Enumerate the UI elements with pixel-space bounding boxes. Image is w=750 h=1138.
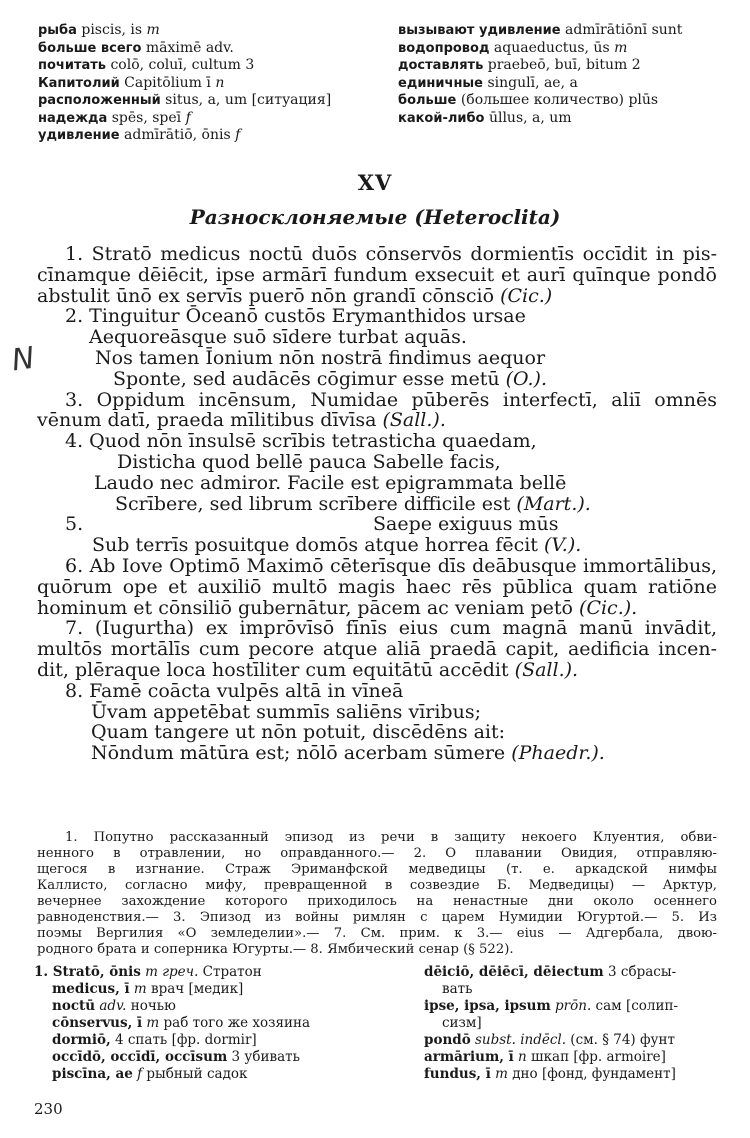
- source-citation: (Sall.).: [514, 658, 579, 681]
- text-line: Ūvam appetēbat summīs saliēns vīribus;: [91, 700, 481, 723]
- vocab-entry: dēiciō, dēiēcī, dēiectum 3 сбрасы-: [424, 964, 677, 980]
- vocab-entry: cōnservus, ī m раб того же хозяина: [52, 1015, 311, 1031]
- text-line: 4. Quod nōn īnsulsē scrībis tetrasticha quaedam,: [65, 430, 537, 453]
- vocab-entry: надежда spēs, speī f: [38, 109, 191, 126]
- vocab-entry: Капитолий Capitōlium ī n: [38, 74, 225, 91]
- text-line: 3. Oppidum incēnsum, Numidae pūberēs interfectī, aliī omnēs: [65, 388, 717, 411]
- section-title: Разносклоняемые (Heteroclita): [189, 205, 561, 229]
- footnote-line: равноденствия.— 3. Эпизод из войны римлян с царем Нумидии Югуртой.— 5. Из: [37, 910, 717, 925]
- text-line: 6. Ab Iove Optimō Maximō cēterīsque dīs deābusque immortālibus,: [65, 554, 717, 577]
- text-line: Sponte, sed audācēs cōgimur esse metū (O.).: [113, 367, 548, 390]
- text-line: multōs mortālīs cum pecore atque aliā praedā capit, aedificia incen-: [37, 638, 717, 661]
- page-number: 230: [34, 1100, 63, 1118]
- vocab-entry: расположенный situs, a, um [ситуация]: [38, 92, 332, 108]
- source-citation: (V.).: [543, 534, 582, 557]
- footnote-line: Каллисто, согласно мифу, превращенной в созвездие Б. Медведицы) — Арктур,: [37, 878, 717, 893]
- vocab-entry: armārium, ī n шкап [фр. armoire]: [424, 1049, 666, 1065]
- footnote-line: 1. Попутно рассказанный эпизод из речи в защиту некоего Клуентия, обви-: [65, 830, 717, 845]
- text-line: Nos tamen Īonium nōn nostrā findimus aequor: [95, 346, 546, 369]
- vocab-entry: больше (большее количество) plūs: [398, 92, 659, 108]
- vocab-entry: водопровод aquaeductus, ūs m: [398, 39, 628, 56]
- text-line: Nōndum mātūra est; nōlō acerbam sūmere (Phaedr.).: [91, 742, 605, 765]
- top-vocabulary: [38, 22, 728, 145]
- vocab-entry: сизм]: [442, 1015, 482, 1031]
- source-citation: (Cic.): [500, 284, 553, 307]
- text-line: 7. (Iugurtha) ex imprōvīsō fīnīs eius cum magnā manū invādit,: [65, 617, 717, 640]
- vocab-entry: dormiō, 4 спать [фр. dormir]: [52, 1032, 257, 1048]
- chapter-number: XV: [357, 170, 393, 195]
- footnotes: [37, 830, 717, 958]
- top-vocabulary-right: [398, 22, 728, 145]
- source-citation: (Mart.).: [516, 492, 591, 515]
- text-line: 5. Saepe exiguus mūs: [65, 513, 559, 536]
- vocab-entry: вызывают удивление admīrātiōnī sunt: [398, 22, 683, 38]
- text-line: abstulit ūnō ex servīs puerō nōn grandī cōnsciō (Cic.): [37, 284, 553, 307]
- text-line: Sub terrīs posuitque domōs atque horrea fēcit (V.).: [92, 534, 582, 557]
- vocab-entry: pondō subst. indēcl. (см. § 74) фунт: [424, 1032, 675, 1048]
- vocab-entry: occīdō, occīdī, occīsum 3 убивать: [52, 1049, 300, 1065]
- source-citation: (Phaedr.).: [511, 742, 605, 765]
- footnote-line: щегося в изгнание. Страж Эриманфской медведицы (т. е. аркадской нимфы: [37, 862, 717, 877]
- bottom-vocabulary-left: [34, 964, 404, 1083]
- top-vocabulary-left: [38, 22, 388, 145]
- text-line: cīnamque dēiēcit, ipse armārī fundum exsecuit et aurī quīnque pondō: [37, 263, 717, 286]
- text-line: 8. Famē coācta vulpēs altā in vīneā: [65, 679, 404, 702]
- vocab-entry: какой-либо ūllus, a, um: [398, 109, 572, 126]
- text-line: 1. Stratō medicus noctū duōs cōnservōs dormientīs occīdit in pis-: [65, 243, 717, 265]
- source-citation: (Cic.).: [579, 596, 638, 619]
- text-line: Laudo nec admiror. Facile est epigrammata bellē: [94, 471, 567, 494]
- text-line: quōrum ope et auxiliō multō magis haec rēs pūblica quam ratiōne: [37, 575, 717, 598]
- vocab-entry: рыба piscis, is m: [38, 22, 160, 38]
- vocab-entry: piscīna, ae f рыбный садок: [52, 1066, 248, 1082]
- text-line: Aequoreāsque suō sīdere turbat aquās.: [89, 326, 467, 349]
- source-citation: (Sall.).: [382, 409, 446, 432]
- footnote-line: поэмы Вергилия «О земледелии».— 7. См. прим. к 3.— eius — Адгербала, двою-: [37, 926, 717, 941]
- vocab-entry: больше всего māximē adv.: [38, 39, 234, 56]
- footnote-line: вечернее захождение которого приходилось на ненастные дни около осеннего: [37, 894, 717, 909]
- latin-text: [37, 244, 717, 764]
- text-line: Quam tangere ut nōn potuit, discēdēns ait:: [91, 721, 506, 744]
- vocab-entry: удивление admīrātiō, ōnis f: [38, 127, 241, 143]
- footnote-line: ненного в отравлении, но оправданного.— 2. О плавании Овидия, отправляю-: [37, 846, 717, 861]
- text-line: Disticha quod bellē pauca Sabelle facis,: [117, 450, 501, 473]
- vocab-entry: 1. Stratō, ōnis m греч. Стратон: [34, 964, 262, 980]
- vocab-entry: доставлять praebeō, buī, bitum 2: [398, 57, 641, 73]
- vocab-entry: единичные singulī, ae, a: [398, 74, 578, 91]
- footnote-line: родного брата и соперника Югурты.— 8. Ямбический сенар (§ 522).: [37, 942, 514, 957]
- handwritten-margin-mark: N: [9, 340, 37, 379]
- text-line: vēnum datī, praeda mīlitibus dīvīsa (Sall.).: [37, 409, 446, 432]
- vocab-entry: ipse, ipsa, ipsum prōn. сам [солип-: [424, 998, 679, 1014]
- text-line: dit, plēraque loca hostīliter cum equitātū accēdit (Sall.).: [37, 658, 579, 681]
- text-line: hominum et cōnsiliō gubernātur, pācem ac veniam petō (Cic.).: [37, 596, 638, 619]
- bottom-vocabulary-right: [424, 964, 724, 1083]
- vocab-entry: noctū adv. ночью: [52, 998, 176, 1014]
- vocab-entry: почитать colō, coluī, cultum 3: [38, 57, 255, 73]
- vocab-entry: вать: [442, 981, 473, 997]
- text-line: Scrībere, sed librum scrībere difficile est (Mart.).: [115, 492, 591, 515]
- source-citation: (O.).: [505, 367, 548, 390]
- bottom-vocabulary: [34, 964, 724, 1083]
- vocab-entry: fundus, ī m дно [фонд, фундамент]: [424, 1066, 676, 1082]
- vocab-entry: medicus, ī m врач [медик]: [52, 981, 244, 997]
- text-line: 2. Tinguitur Ōceanō custōs Erymanthidos ursae: [65, 305, 526, 328]
